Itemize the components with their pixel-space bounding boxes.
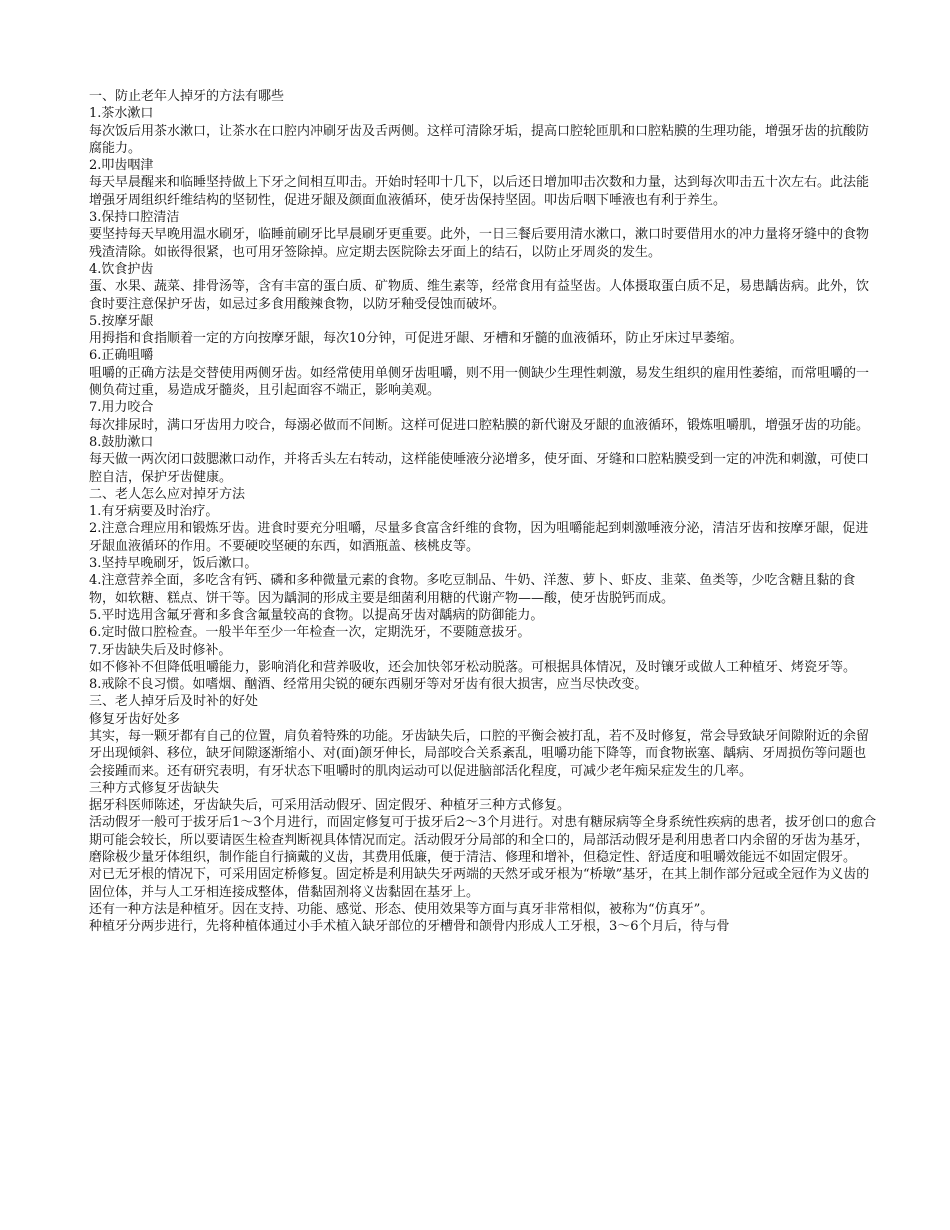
paragraph-repair: 如不修补不但降低咀嚼能力，影响消化和营养吸收，还会加快邻牙松动脱落。可根据具体情况，及时镶牙或做人工种植牙、烤瓷牙等。 [89,659,857,675]
item-heading-diet: 4.饮食护齿 [89,261,154,277]
list-item-repair: 7.牙齿缺失后及时修补。 [89,642,232,658]
item-heading-biting: 7.用力咬合 [89,400,154,416]
paragraph-removable-denture: 活动假牙一般可于拔牙后1～3个月进行，而固定修复可于拔牙后2～3个月进行。对患有糖尿病等全身系统性疾病的患者，拔牙创口的愈合期可能会较长，所以要请医生检查判断视具体情况而定。活动假牙分局部的和全口的，局部活动假牙是利用患者口内余留的牙齿为基牙，磨除极少量牙体组织，制作能自行摘戴的义齿，其费用低廉，便于清洁、修理和增补，但稳定性、舒适度和咀嚼效能远不如固定假牙。 [89,815,877,866]
paragraph-diet: 蛋、水果、蔬菜、排骨汤等，含有丰富的蛋白质、矿物质、维生素等，经常食用有益坚齿。人体摄取蛋白质不足，易患龋齿病。此外，饮食时要注意保护牙齿，如忌过多食用酸辣食物，以防牙釉受侵蚀而破坏。 [89,279,870,312]
item-heading-gum-massage: 5.按摩牙龈 [89,313,154,329]
section-heading-1: 一、防止老年人掉牙的方法有哪些 [89,89,285,104]
paragraph-fixed-bridge: 对已无牙根的情况下，可采用固定桥修复。固定桥是利用缺失牙两端的天然牙或牙根为“桥墩”基牙，在其上制作部分冠或全冠作为义齿的固位体，并与人工牙相连接成整体，借黏固剂将义齿黏固在基牙上。 [89,867,870,900]
paragraph-implant-intro: 还有一种方法是种植牙。因在支持、功能、感觉、形态、使用效果等方面与真牙非常相似，被称为“仿真牙”。 [89,901,714,917]
paragraph-chewing: 咀嚼的正确方法是交替使用两侧牙齿。如经常使用单侧牙齿咀嚼，则不用一侧缺少生理性刺激，易发生组织的雇用性萎缩，而常咀嚼的一侧负荷过重，易造成牙髓炎，且引起面容不端正，影响美观。 [89,365,870,399]
item-heading-chewing: 6.正确咀嚼 [89,348,154,364]
paragraph-teeth-tapping: 每天早晨醒来和临睡坚持做上下牙之间相互叩击。开始时轻叩十几下，以后还日增加叩击次数和力量，达到每次叩击五十次左右。此法能增强牙周组织纤维结构的坚韧性，促进牙龈及颜面血液循环，使牙齿保持坚固。叩齿后咽下唾液也有利于养生。 [89,175,870,208]
paragraph-implant-steps: 种植牙分两步进行，先将种植体通过小手术植入缺牙部位的牙槽骨和颌骨内形成人工牙根，3～6个月后，待与骨 [89,919,730,935]
list-item-nutrition: 4.注意营养全面，多吃含有钙、磷和多种微量元素的食物。多吃豆制品、牛奶、洋葱、萝卜、虾皮、韭菜、鱼类等，少吃含糖且黏的食物，如软糖、糕点、饼干等。因为龋洞的形成主要是细菌利用糖的代谢产物——酸，使牙齿脱钙而成。 [89,573,856,606]
paragraph-methods-intro: 据牙科医师陈述，牙齿缺失后，可采用活动假牙、固定假牙、种植牙三种方式修复。 [89,798,571,814]
item-heading-cheek-rinse: 8.鼓肋漱口 [89,434,154,450]
paragraph-tea-rinse: 每次饭后用茶水漱口，让茶水在口腔内冲刷牙齿及舌两侧。这样可清除牙垢，提高口腔轮匝肌和口腔粘膜的生理功能，增强牙齿的抗酸防腐能力。 [89,123,870,156]
list-item-habits: 8.戒除不良习惯。如嗜烟、酗酒、经常用尖锐的硬东西剔牙等对牙齿有很大损害，应当尽快改变。 [89,677,648,693]
subheading-three-methods: 三种方式修复牙齿缺失 [89,780,220,796]
paragraph-gum-massage: 用拇指和食指顺着一定的方向按摩牙龈，每次10分钟，可促进牙龈、牙槽和牙髓的血液循环，防止牙床过早萎缩。 [89,331,743,347]
item-heading-teeth-tapping: 2.叩齿咽津 [89,158,154,174]
document-body [89,88,879,936]
paragraph-oral-hygiene: 要坚持每天早晚用温水刷牙，临睡前刷牙比早晨刷牙更重要。此外，一日三餐后要用清水漱口，漱口时要借用水的冲力量将牙缝中的食物残渣清除。如嵌得很紧，也可用牙签除掉。应定期去医院除去牙面上的结石，以防止牙周炎的发生。 [89,227,870,260]
list-item-brushing: 3.坚持早晚刷牙，饭后漱口。 [89,556,258,572]
list-item-treat-disease: 1.有牙病要及时治疗。 [89,504,219,520]
paragraph-benefits: 其实，每一颗牙都有自己的位置，肩负着特殊的功能。牙齿缺失后，口腔的平衡会被打乱，若不及时修复，常会导致缺牙间隙附近的余留牙出现倾斜、移位，缺牙间隙逐渐缩小、对(面)颌牙伸长，局部咬合关系紊乱，咀嚼功能下降等，而食物嵌塞、龋病、牙周损伤等问题也会接踵而来。还有研究表明，有牙状态下咀嚼时的肌肉运动可以促进脑部活化程度，可减少老年痴呆症发生的几率。 [89,728,870,779]
subheading-benefits: 修复牙齿好处多 [89,711,181,727]
item-heading-tea-rinse: 1.茶水漱口 [89,106,154,122]
item-heading-oral-hygiene: 3.保持口腔清洁 [89,210,180,226]
list-item-exercise-teeth: 2.注意合理应用和锻炼牙齿。进食时要充分咀嚼，尽量多食富含纤维的食物，因为咀嚼能起到刺激唾液分泌，清洁牙齿和按摩牙龈，促进牙龈血液循环的作用。不要硬咬坚硬的东西，如酒瓶盖、核桃皮等。 [89,521,869,554]
paragraph-biting: 每次排尿时，满口牙齿用力咬合，每溺必做而不间断。这样可促进口腔粘膜的新代谢及牙龈的血液循环，锻炼咀嚼肌，增强牙齿的功能。 [89,417,870,433]
section-heading-3: 三、老人掉牙后及时补的好处 [89,694,259,710]
list-item-fluoride: 5.平时选用含氟牙膏和多食含氟量较高的食物。以提高牙齿对龋病的防御能力。 [89,607,544,623]
list-item-checkup: 6.定时做口腔检查。一般半年至少一年检查一次，定期洗牙，不要随意拔牙。 [89,625,531,641]
section-heading-2: 二、老人怎么应对掉牙方法 [89,486,246,502]
paragraph-cheek-rinse: 每天做一两次闭口鼓腮漱口动作，并将舌头左右转动，这样能使唾液分泌增多，使牙面、牙缝和口腔粘膜受到一定的冲洗和刺激，可使口腔自洁，保护牙齿健康。 [89,452,870,485]
